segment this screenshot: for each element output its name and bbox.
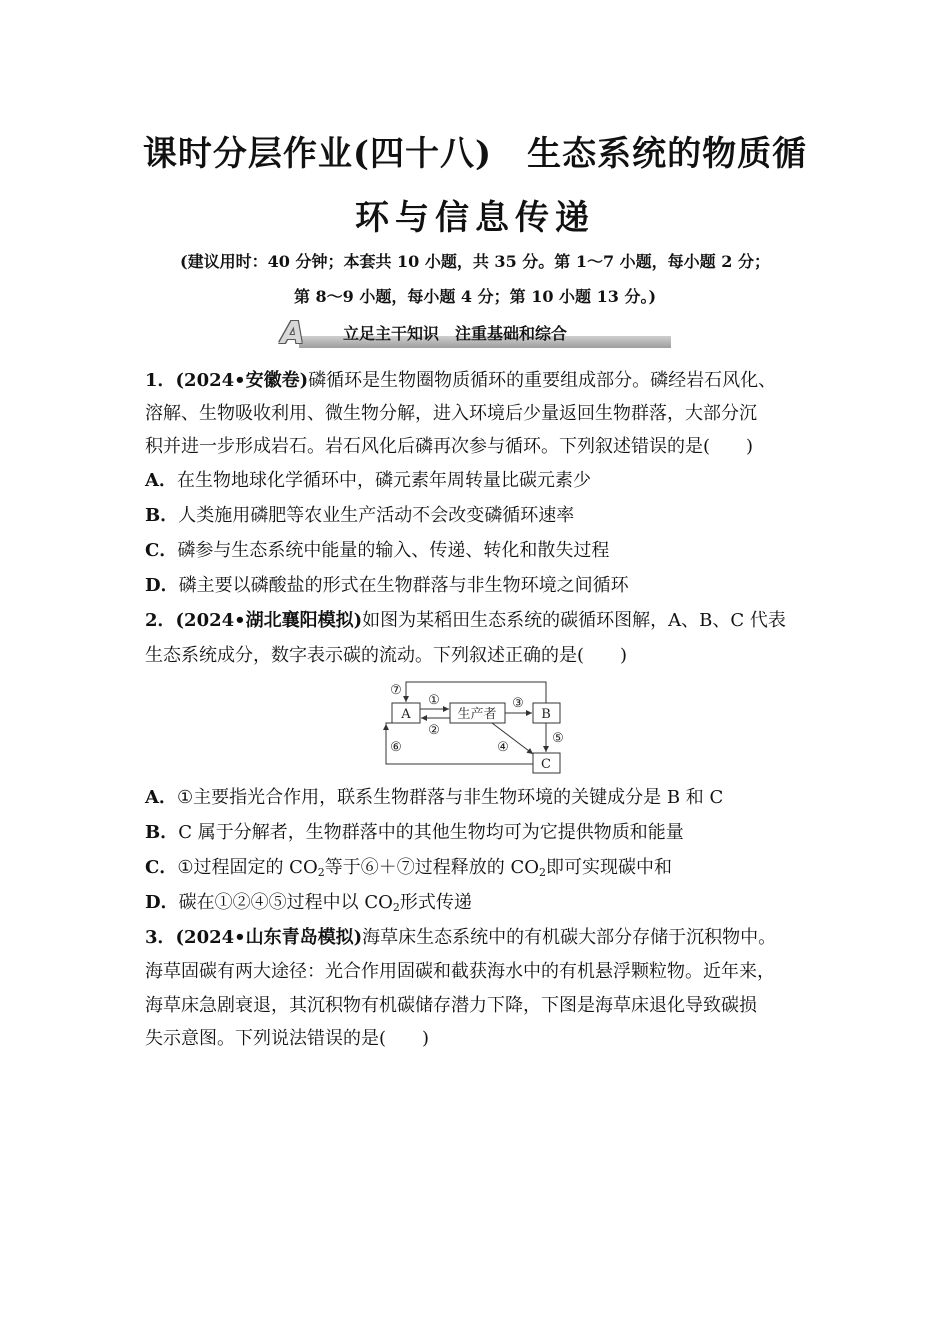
q2-stem-line-1 — [145, 609, 786, 633]
q1-source: 1．(2024•安徽卷) — [145, 370, 309, 391]
q3-stem-line-3: 海草床急剧衰退，其沉积物有机碳储存潜力下降，下图是海草床退化导致碳损 — [145, 995, 757, 1016]
q2-option-c: C．①过程固定的 $CO_2$等于⑥＋⑦过程释放的 $CO_2$即可实现碳中和 — [145, 857, 672, 879]
node-c-label: C — [541, 757, 551, 772]
flow-number-3: ③ — [512, 696, 524, 711]
q2-stem-text-1: 如图为某稻田生态系统的碳循环图解，A、B、C 代表 — [362, 610, 786, 631]
time-note-line-2: 第 8～9 小题，每小题 4 分；第 10 小题 13 分。) — [293, 287, 657, 306]
page-title-line-1: 课时分层作业(四十八) 生态系统的物质循 — [142, 134, 808, 174]
section-letter-icon: A — [281, 316, 305, 351]
flow-number-2: ② — [428, 723, 440, 738]
q2-option-a: A．①主要指光合作用，联系生物群落与非生物环境的关键成分是 B 和 C — [145, 787, 724, 808]
q1-stem-line-3: 积并进一步形成岩石。岩石风化后磷再次参与循环。下列叙述错误的是( ) — [145, 436, 754, 457]
flow-number-5: ⑤ — [552, 731, 564, 746]
q1-stem-line-2: 溶解、生物吸收利用、微生物分解，进入环境后少量返回生物群落，大部分沉 — [145, 403, 757, 424]
section-label: 立足主干知识 注重基础和综合 — [343, 324, 568, 343]
node-a-label: A — [401, 707, 411, 722]
q1-stem-text-1: 磷循环是生物圈物质循环的重要组成部分。磷经岩石风化、 — [308, 370, 777, 391]
q3-stem-text-1: 海草床生态系统中的有机碳大部分存储于沉积物中。 — [362, 927, 777, 948]
page-title-line-2: 环与信息传递 — [355, 198, 595, 238]
q3-source: 3．(2024•山东青岛模拟) — [145, 927, 363, 948]
q2-option-b: B．C 属于分解者，生物群落中的其他生物均可为它提供物质和能量 — [145, 822, 684, 843]
q2-source: 2．(2024•湖北襄阳模拟) — [145, 610, 363, 631]
q2-option-d: D．碳在①②④⑤过程中以 $CO_2$形式传递 — [145, 892, 472, 914]
flow-number-4: ④ — [497, 740, 509, 755]
flow-number-1: ① — [428, 693, 440, 708]
time-note-line-1: (建议用时：40 分钟；本套共 10 小题，共 35 分。第 1～7 小题，每小题 2 分； — [180, 252, 770, 271]
section-banner — [281, 318, 671, 350]
q2-stem-line-2: 生态系统成分，数字表示碳的流动。下列叙述正确的是( ) — [145, 645, 628, 666]
node-b-label: B — [541, 707, 551, 722]
carbon-cycle-diagram — [380, 676, 570, 778]
q3-stem-line-2: 海草固碳有两大途径：光合作用固碳和截获海水中的有机悬浮颗粒物。近年来， — [145, 961, 775, 982]
node-producer-label: 生产者 — [457, 707, 497, 722]
q1-option-c: C．磷参与生态系统中能量的输入、传递、转化和散失过程 — [145, 540, 610, 561]
flow-number-6: ⑥ — [390, 740, 402, 755]
flow-number-7: ⑦ — [390, 683, 402, 698]
arrow-7 — [406, 682, 546, 703]
q1-option-a: A．在生物地球化学循环中，磷元素年周转量比碳元素少 — [145, 470, 591, 491]
q1-option-b: B．人类施用磷肥等农业生产活动不会改变磷循环速率 — [145, 505, 575, 526]
q3-stem-line-4: 失示意图。下列说法错误的是( ) — [145, 1028, 430, 1049]
q1-stem-line-1 — [145, 369, 776, 393]
arrow-6-line — [386, 723, 533, 764]
q3-stem-line-1 — [145, 926, 776, 950]
q1-option-d: D．磷主要以磷酸盐的形式在生物群落与非生物环境之间循环 — [145, 575, 629, 596]
